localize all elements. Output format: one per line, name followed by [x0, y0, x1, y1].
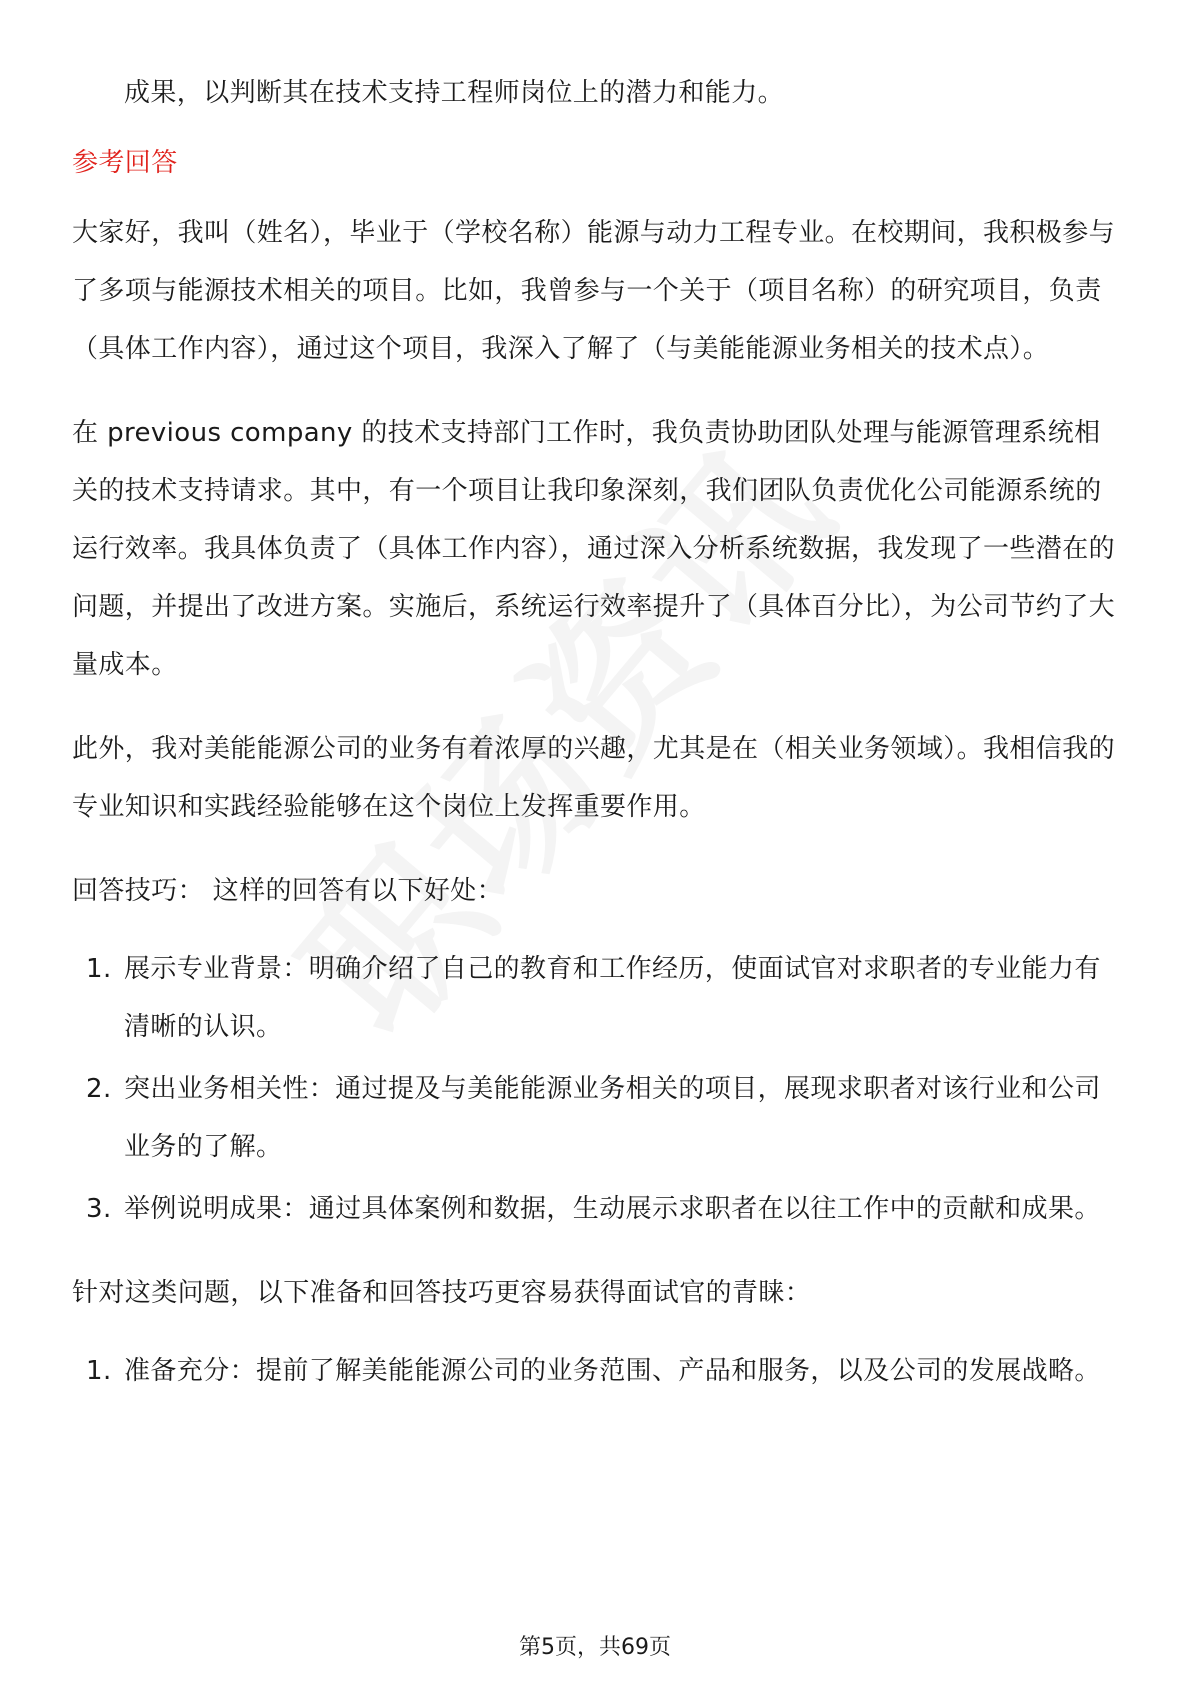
- tips-list: [72, 940, 1118, 1238]
- page-content: [72, 64, 1118, 1404]
- answer-paragraph-1: 大家好，我叫（姓名），毕业于（学校名称）能源与动力工程专业。在校期间，我积极参与了多项与能源技术相关的项目。比如，我曾参与一个关于（项目名称）的研究项目，负责（具体工作内容），通过这个项目，我深入了解了（与美能能源业务相关的技术点）。: [72, 218, 1116, 364]
- continued-text: 成果，以判断其在技术支持工程师岗位上的潜力和能力。: [124, 78, 785, 108]
- answer-paragraph-3: 此外，我对美能能源公司的业务有着浓厚的兴趣，尤其是在（相关业务领域）。我相信我的专业知识和实践经验能够在这个岗位上发挥重要作用。: [72, 734, 1116, 822]
- section-heading: 参考回答: [72, 148, 178, 178]
- list-number: 3.: [86, 1194, 112, 1224]
- list-text: 突出业务相关性：通过提及与美能能源业务相关的项目，展现求职者对该行业和公司业务的了解。: [124, 1074, 1101, 1162]
- list-text: 准备充分：提前了解美能能源公司的业务范围、产品和服务，以及公司的发展战略。: [124, 1356, 1101, 1386]
- page-footer: 第5页，共69页: [519, 1635, 671, 1660]
- list-text: 举例说明成果：通过具体案例和数据，生动展示求职者在以往工作中的贡献和成果。: [124, 1194, 1101, 1224]
- list-number: 1.: [86, 954, 112, 984]
- list-number: 1.: [86, 1356, 112, 1386]
- list-item: [72, 1342, 1118, 1400]
- list-item: [72, 1180, 1118, 1238]
- prep-list: [72, 1342, 1118, 1400]
- tips-intro: 回答技巧： 这样的回答有以下好处：: [72, 876, 504, 906]
- prep-intro: 针对这类问题，以下准备和回答技巧更容易获得面试官的青睐：: [72, 1278, 812, 1308]
- list-number: 2.: [86, 1074, 112, 1104]
- answer-paragraph-2: 在 previous company 的技术支持部门工作时，我负责协助团队处理与能源管理系统相关的技术支持请求。其中，有一个项目让我印象深刻，我们团队负责优化公司能源系统的运行效率。我具体负责了（具体工作内容），通过深入分析系统数据，我发现了一些潜在的问题，并提出了改进方案。实施后，系统运行效率提升了（具体百分比），为公司节约了大量成本。: [72, 418, 1116, 680]
- list-item: [72, 1060, 1118, 1176]
- list-text: 展示专业背景：明确介绍了自己的教育和工作经历，使面试官对求职者的专业能力有清晰的认识。: [124, 954, 1101, 1042]
- list-item: [72, 940, 1118, 1056]
